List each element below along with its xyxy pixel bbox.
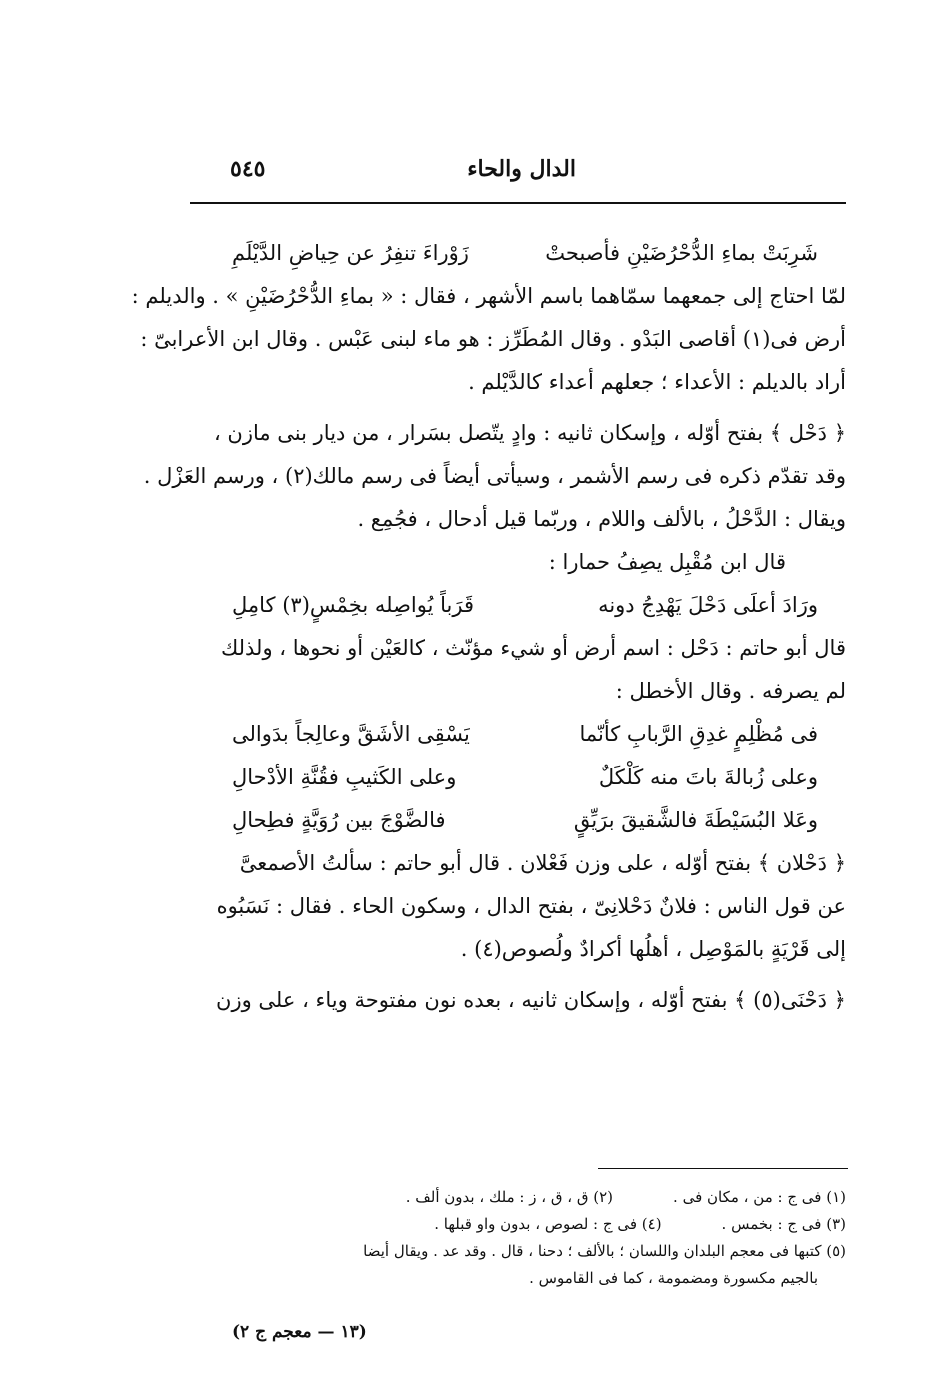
text-line: إلى قَرْيَةٍ بالمَوْصِل ، أهلُها أكرادٌ ولُصوص(٤) .: [460, 937, 846, 961]
entry-line: ﴿ دَحْنَى(٥) ﴾ بفتح أوّله ، وإسكان ثانيه ، بعده نون مفتوحة وياء ، على وزن: [216, 988, 846, 1012]
footnote-5-continued: بالجيم مكسورة ومضمومة ، كما فى القاموس .: [529, 1269, 818, 1287]
hemistich-second: زَوْراءَ تنفِرُ عن حِياضِ الدَّيْلَمِ: [232, 241, 469, 265]
footnote-3: (٣) فى ج : بخمس .: [721, 1215, 846, 1233]
footnote-1: (١) فى ج : من ، مكان فى .: [673, 1188, 846, 1206]
footnote-5: (٥) كتبها فى معجم البلدان واللسان ؛ بالألف ؛ دحنا ، قال . وقد عد . ويقال أيضا: [363, 1242, 846, 1260]
page-number: ٥٤٥: [230, 156, 266, 182]
text-line: أرض فى(١) أقاصى البَدْو . وقال المُطَرِّز : هو ماء لبنى عَبْس . وقال ابن الأعرابىّ :: [140, 327, 846, 351]
footnote-rule: [598, 1168, 848, 1169]
hemistich-second: يَسْقِى الأشَقَّ وعالِجاً بدَوالى: [232, 722, 470, 746]
header-rule: [190, 202, 846, 204]
verse-line: [192, 232, 846, 275]
hemistich-first: ورَادَ أعلَى دَحْلَ يَهْدِجُ دونه: [598, 593, 818, 617]
footnote-4: (٤) فى ج : لصوص ، بدون واو قبلها .: [434, 1215, 662, 1233]
text-line: أراد بالديلم : الأعداء ؛ جعلهم أعداء كالدَّيْلم .: [468, 370, 846, 394]
footnote-2: (٢) ق ، ق ، ز : ملك ، بدون ألف .: [405, 1188, 614, 1206]
main-text: [131, 232, 846, 1022]
hemistich-first: وعَلا البُسَيْطَةَ فالشَّقيقَ برَيِّقٍ: [573, 808, 818, 832]
text-line: ويقال : الدَّحْلُ ، بالألف واللام ، وربّما قيل أدحال ، فجُمِع .: [357, 507, 846, 531]
hemistich-second: قَرَباً يُواصِله بخِمْسٍ(٣) كامِلِ: [232, 593, 474, 617]
running-header: [190, 150, 846, 190]
text-line: لم يصرفه . وقال الأخطل :: [615, 679, 846, 703]
verse-line: [192, 756, 846, 799]
text-line: قال ابن مُقْبِل يصِفُ حمارا :: [548, 550, 786, 574]
text-line: لمّا احتاج إلى جمعهما سمّاهما باسم الأشهر ، فقال : « بماءِ الدُّحْرُضَيْنِ » . والديلم :: [131, 284, 846, 308]
text-line: عن قول الناس : فلانٌ دَحْلانِىّ ، بفتح الدال ، وسكون الحاء . فقال : نَسَبُوه: [216, 894, 846, 918]
hemistich-first: فى مُظْلِمٍ غدِقِ الرَّبابِ كأنّما: [579, 722, 818, 746]
verse-line: [192, 799, 846, 842]
footnotes: [192, 1184, 846, 1292]
hemistich-second: فالضَّوْجَ بين رُوَيَّةٍ فطِحالِ: [232, 808, 446, 832]
entry-line: ﴿ دَحْلان ﴾ بفتح أوّله ، على وزن فَعْلان . قال أبو حاتم : سألتُ الأصمعىَّ: [239, 851, 846, 875]
hemistich-first: شَرِبَتْ بماءِ الدُّحْرُضَيْنِ فأصبحتْ: [545, 241, 818, 265]
signature-mark: (١٣ — معجم ج ٢): [232, 1322, 367, 1342]
verse-line: [192, 584, 846, 627]
verse-line: [192, 713, 846, 756]
running-title: الدال والحاء: [467, 156, 576, 182]
entry-line: ﴿ دَحْل ﴾ بفتح أوّله ، وإسكان ثانيه : وادٍ يتّصل بسَرار ، من ديار بنى مازن ،: [213, 421, 846, 445]
text-line: وقد تقدّم ذكره فى رسم الأشمر ، وسيأتى أيضاً فى رسم مالك(٢) ، ورسم العَزْل .: [143, 464, 846, 488]
text-line: قال أبو حاتم : دَحْل : اسم أرض أو شيء مؤنّث ، كالعَيْن أو نحوها ، ولذلك: [220, 636, 846, 660]
hemistich-second: وعلى الكَثيبِ فقُنَّةِ الأدْحالِ: [232, 765, 457, 789]
hemistich-first: وعلى زُبالةَ باتَ منه كَلْكَلٌ: [598, 765, 818, 789]
